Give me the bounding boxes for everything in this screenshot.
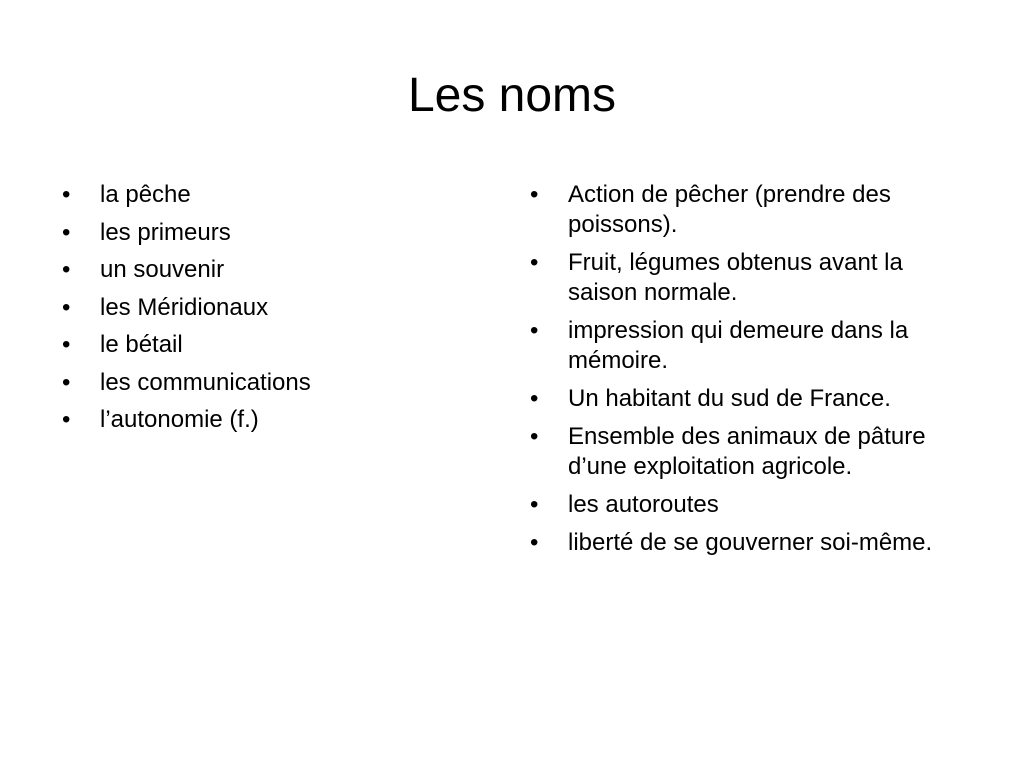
term-item — [62, 218, 462, 248]
term-item — [62, 368, 462, 398]
term-text: les primeurs — [100, 218, 231, 246]
definition-item — [530, 422, 970, 482]
terms-list — [62, 180, 462, 443]
bullet-icon: • — [530, 423, 539, 450]
bullet-icon: • — [62, 181, 71, 208]
term-item — [62, 293, 462, 323]
term-item — [62, 180, 462, 210]
bullet-icon: • — [530, 181, 539, 208]
definition-text: impression qui demeure dans la mémoire. — [568, 317, 909, 374]
definitions-list — [530, 180, 970, 566]
definition-text: les autoroutes — [568, 491, 719, 518]
slide-title: Les noms — [407, 69, 617, 122]
bullet-icon: • — [62, 256, 71, 283]
definition-text: Un habitant du sud de France. — [568, 385, 891, 412]
term-text: le bétail — [100, 331, 183, 358]
bullet-icon: • — [530, 249, 539, 276]
bullet-icon: • — [530, 317, 539, 344]
bullet-icon: • — [530, 529, 539, 556]
definition-text: Action de pêcher (prendre des poissons). — [568, 181, 891, 238]
definition-text: Ensemble des animaux de pâture d’une exploitation agricole. — [568, 423, 926, 480]
term-text: la pêche — [100, 181, 191, 208]
definition-text: liberté de se gouverner soi-même. — [568, 529, 933, 556]
definition-text: Fruit, légumes obtenus avant la saison normale. — [568, 249, 903, 306]
bullet-icon: • — [62, 406, 71, 433]
bullet-icon: • — [62, 293, 71, 321]
term-text: les communications — [100, 368, 311, 396]
definition-item — [530, 180, 970, 240]
term-item — [62, 405, 462, 435]
definition-item — [530, 490, 970, 520]
definition-item — [530, 528, 970, 558]
term-text: l’autonomie (f.) — [100, 406, 259, 433]
bullet-icon: • — [530, 491, 539, 518]
term-text: un souvenir — [100, 256, 225, 283]
bullet-icon: • — [62, 218, 71, 246]
term-item — [62, 330, 462, 360]
bullet-icon: • — [530, 385, 539, 412]
definition-item — [530, 384, 970, 414]
bullet-icon: • — [62, 368, 71, 396]
bullet-icon: • — [62, 331, 71, 358]
definition-item — [530, 316, 970, 376]
term-text: les Méridionaux — [100, 293, 269, 321]
term-item — [62, 255, 462, 285]
definition-item — [530, 248, 970, 308]
